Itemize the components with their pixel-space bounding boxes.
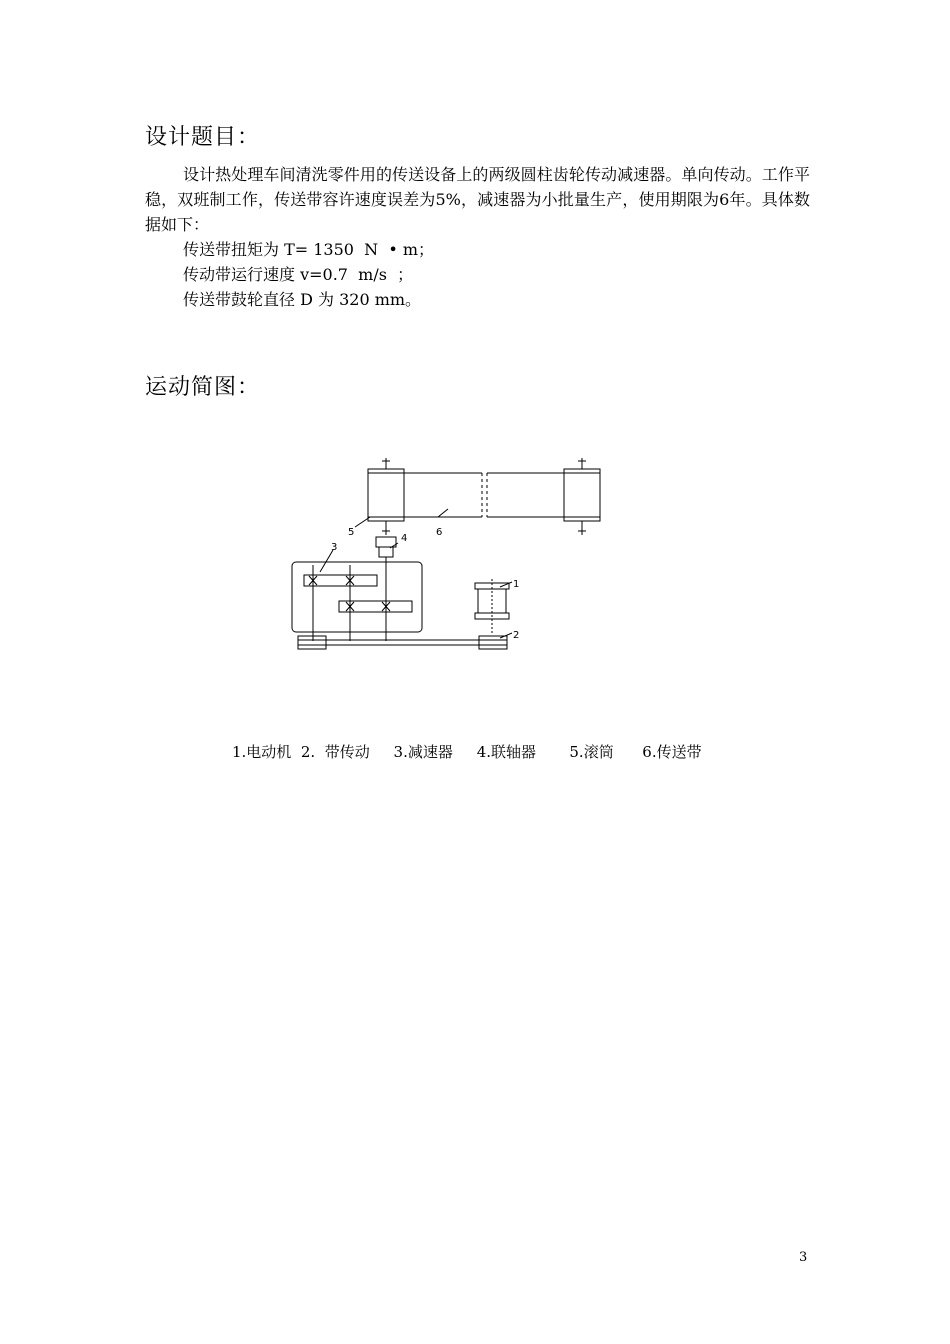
topic-paragraph xyxy=(145,162,810,237)
topic-description: 设计热处理车间清洗零件用的传送设备上的两级圆柱齿轮传动减速器。单向传动。工作平稳，双班制工作，传送带容许速度误差为5%，减速器为小批量生产，使用期限为6年。具体数据如下： xyxy=(145,165,810,234)
belt-drive xyxy=(298,636,507,649)
motor xyxy=(475,579,509,635)
drum-right xyxy=(564,458,600,535)
diagram-legend: 1.电动机 2. 带传动 3.减速器 4.联轴器 5.滚筒 6.传送带 xyxy=(232,743,702,761)
speed-line: 传动带运行速度 v=0.7 m/s ； xyxy=(183,265,414,284)
label-6: 6 xyxy=(436,527,443,538)
conveyor-belt xyxy=(368,473,600,517)
reducer xyxy=(292,562,422,641)
design-topic-heading: 设计题目： xyxy=(145,125,261,150)
label-3: 3 xyxy=(331,542,338,553)
label-2: 2 xyxy=(513,630,520,641)
diameter-line: 传送带鼓轮直径 D 为 320 mm。 xyxy=(183,290,422,309)
kinematic-diagram xyxy=(280,455,610,665)
drum-left xyxy=(368,458,404,535)
torque-line: 传送带扭矩为 T= 1350 N • m； xyxy=(183,240,435,259)
label-4: 4 xyxy=(401,533,408,544)
motion-diagram-heading: 运动简图： xyxy=(145,375,261,400)
label-1: 1 xyxy=(513,579,520,590)
label-5: 5 xyxy=(348,527,355,538)
page-number: 3 xyxy=(799,1250,808,1265)
